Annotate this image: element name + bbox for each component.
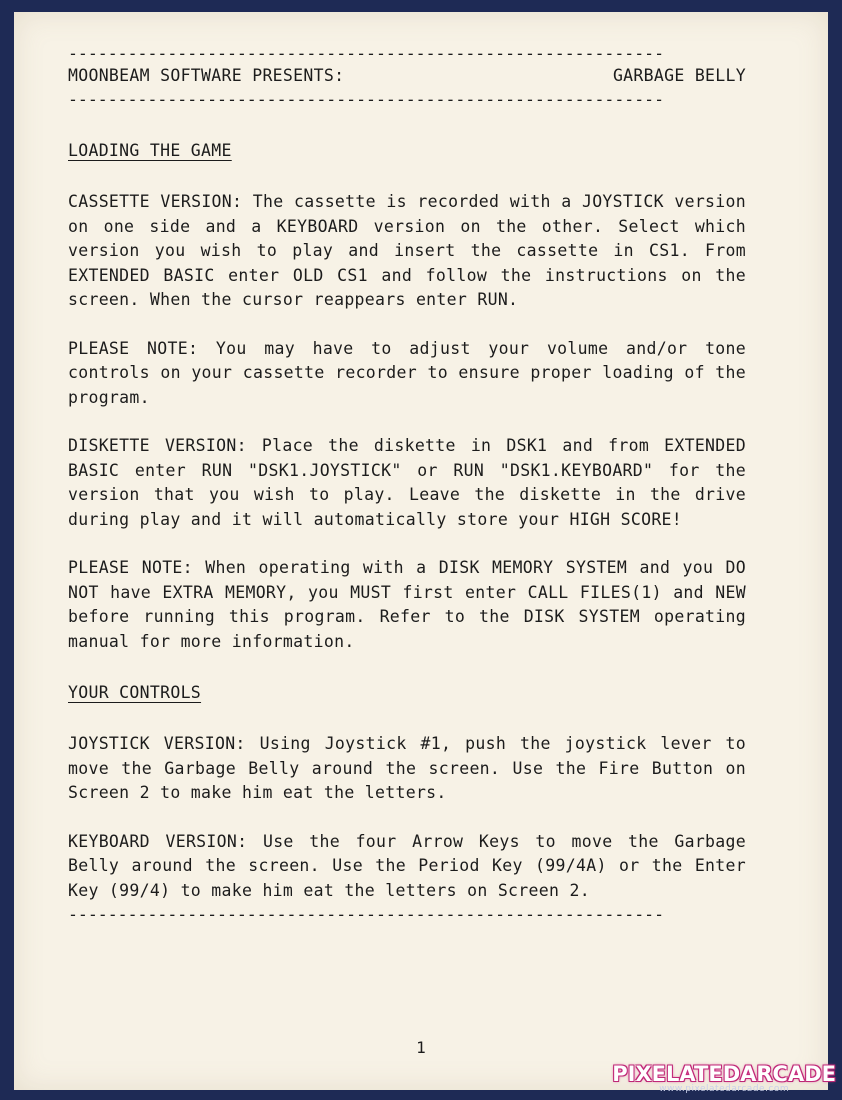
page-content [68, 48, 746, 921]
watermark-logo: PIXELATEDARCADE [612, 1062, 836, 1086]
section-loading [68, 106, 746, 654]
manual-page [14, 12, 828, 1090]
watermark [612, 1062, 836, 1094]
paragraph-keyboard: KEYBOARD VERSION: Use the four Arrow Keys to move the Garbage Belly around the screen. Use the Period Key (99/4A) or the Enter Key (99/4) to make him eat the letters on Screen 2. [68, 831, 746, 900]
paragraph-cassette: CASSETTE VERSION: The cassette is recorded with a JOYSTICK version on one side and a KEYBOARD version on the other. Select which version you wish to play and insert the cassette in CS1. From EXTENDED BASIC enter OLD CS1 and follow the instructions on the screen. When the cursor reappears enter RUN. [68, 192, 746, 309]
divider-bottom: ------------------------------------------------------------ [68, 909, 665, 921]
publisher-title: MOONBEAM SOFTWARE PRESENTS: [68, 66, 345, 85]
paragraph-diskette-note: PLEASE NOTE: When operating with a DISK MEMORY SYSTEM and you DO NOT have EXTRA MEMORY, you MUST first enter CALL FILES(1) and NEW before running this program. Refer to the DISK SYSTEM operating manual for more information. [68, 558, 746, 651]
section-controls [68, 654, 746, 903]
section-heading: LOADING THE GAME [68, 141, 232, 160]
watermark-url: www.pixelatedarcade.com [659, 1084, 790, 1094]
divider-top: ------------------------------------------------------------ [68, 48, 665, 60]
page-number: 1 [416, 1038, 426, 1057]
divider-header: ------------------------------------------------------------ [68, 94, 665, 106]
paragraph-diskette: DISKETTE VERSION: Place the diskette in DSK1 and from EXTENDED BASIC enter RUN "DSK1.JOYSTICK" or RUN "DSK1.KEYBOARD" for the version that you wish to play. Leave the diskette in the drive during play and it will automatically store your HIGH SCORE! [68, 436, 746, 529]
paragraph-joystick: JOYSTICK VERSION: Using Joystick #1, push the joystick lever to move the Garbage Belly around the screen. Use the Fire Button on Screen 2 to make him eat the letters. [68, 734, 746, 802]
game-title: GARBAGE BELLY [612, 66, 746, 85]
paragraph-cassette-note: PLEASE NOTE: You may have to adjust your volume and/or tone controls on your cassette recorder to ensure proper loading of the program. [68, 338, 746, 407]
title-bar [68, 64, 746, 88]
section-heading: YOUR CONTROLS [68, 683, 202, 702]
